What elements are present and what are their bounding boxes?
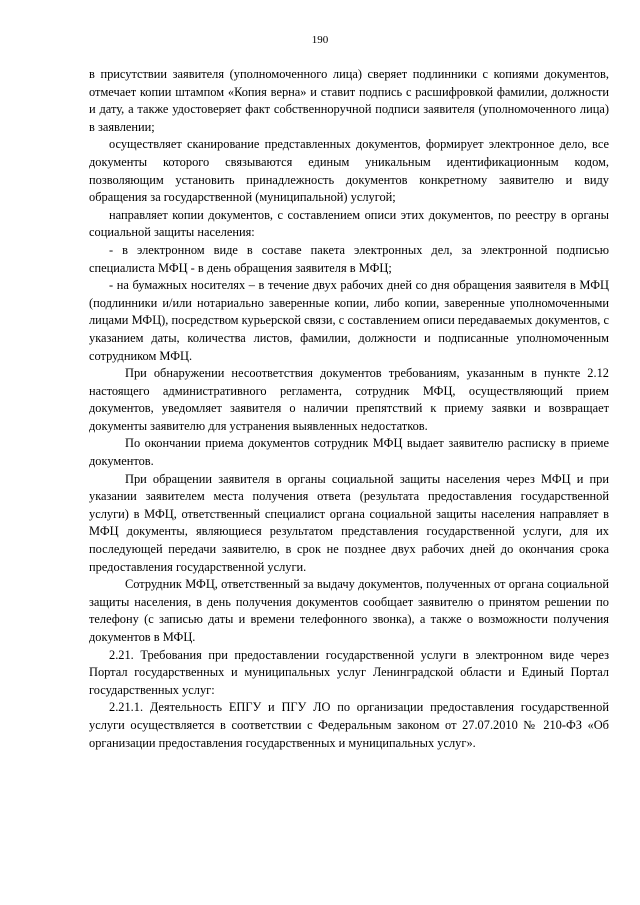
paragraph: направляет копии документов, с составлением описи этих документов, по реестру в органы социальной защиты населения: xyxy=(89,207,609,240)
subsection-paragraph: 2.21.1. Деятельность ЕПГУ и ПГУ ЛО по организации предоставления государственной услуги осуществляется в соответствии с Федеральным законом от 27.07.2010 № 210-ФЗ «Об организации предоставления государственных и муниципальных услуг». xyxy=(89,700,609,750)
list-item: - на бумажных носителях – в течение двух рабочих дней со дня обращения заявителя в МФЦ (подлинники и/или нотариально заверенные копии, либо копии, заверенные уполномоченными лицами МФЦ), посредством курьерской связи, с составлением описи передаваемых документов, с указанием даты, количества листов, фамилии, должности и подписанные уполномоченным сотрудником МФЦ. xyxy=(89,278,609,363)
body-text xyxy=(89,66,609,752)
paragraph: в присутствии заявителя (уполномоченного лица) сверяет подлинники с копиями документов, отмечает копии штампом «Копия верна» и ставит подпись с расшифровкой фамилии, должности и дату, а также удостоверяет факт собственноручной подписи заявителя (уполномоченного лица) в заявлении; xyxy=(89,67,609,134)
section-heading-paragraph: 2.21. Требования при предоставлении государственной услуги в электронном виде через Портал государственных и муниципальных услуг Ленинградской области и Единый Портал государственных услуг: xyxy=(89,647,609,697)
list-item: - в электронном виде в составе пакета электронных дел, за электронной подписью специалиста МФЦ - в день обращения заявителя в МФЦ; xyxy=(89,242,609,275)
paragraph: По окончании приема документов сотрудник МФЦ выдает заявителю расписку в приеме документов. xyxy=(89,436,609,469)
paragraph: осуществляет сканирование представленных документов, формирует электронное дело, все документы которого связываются единым уникальным идентификационным кодом, позволяющим установить принадлежность документов конкретному заявителю и виду обращения за государственной (муниципальной) услугой; xyxy=(89,137,609,205)
paragraph: При обращении заявителя в органы социальной защиты населения через МФЦ и при указании заявителем места получения ответа (результата предоставления государственной услуги) в МФЦ, ответственный специалист органа социальной защиты населения направляет в МФЦ документы, являющиеся результатом представления государственной услуги, для их последующей передачи заявителю, в срок не позднее двух рабочих дней до окончания срока предоставления государственной услуги. xyxy=(89,471,609,574)
page-number: 190 xyxy=(311,34,329,46)
paragraph: При обнаружении несоответствия документов требованиям, указанным в пункте 2.12 настоящего административного регламента, сотрудник МФЦ, осуществляющий прием документов, уведомляет заявителя о наличии препятствий к приему заявки и возвращает документы заявителю для устранения выявленных недостатков. xyxy=(89,366,609,433)
paragraph: Сотрудник МФЦ, ответственный за выдачу документов, полученных от органа социальной защиты населения, в день получения документов сообщает заявителю о принятом решении по телефону (с записью даты и времени телефонного звонка), а также о возможности получения документов в МФЦ. xyxy=(89,577,609,644)
